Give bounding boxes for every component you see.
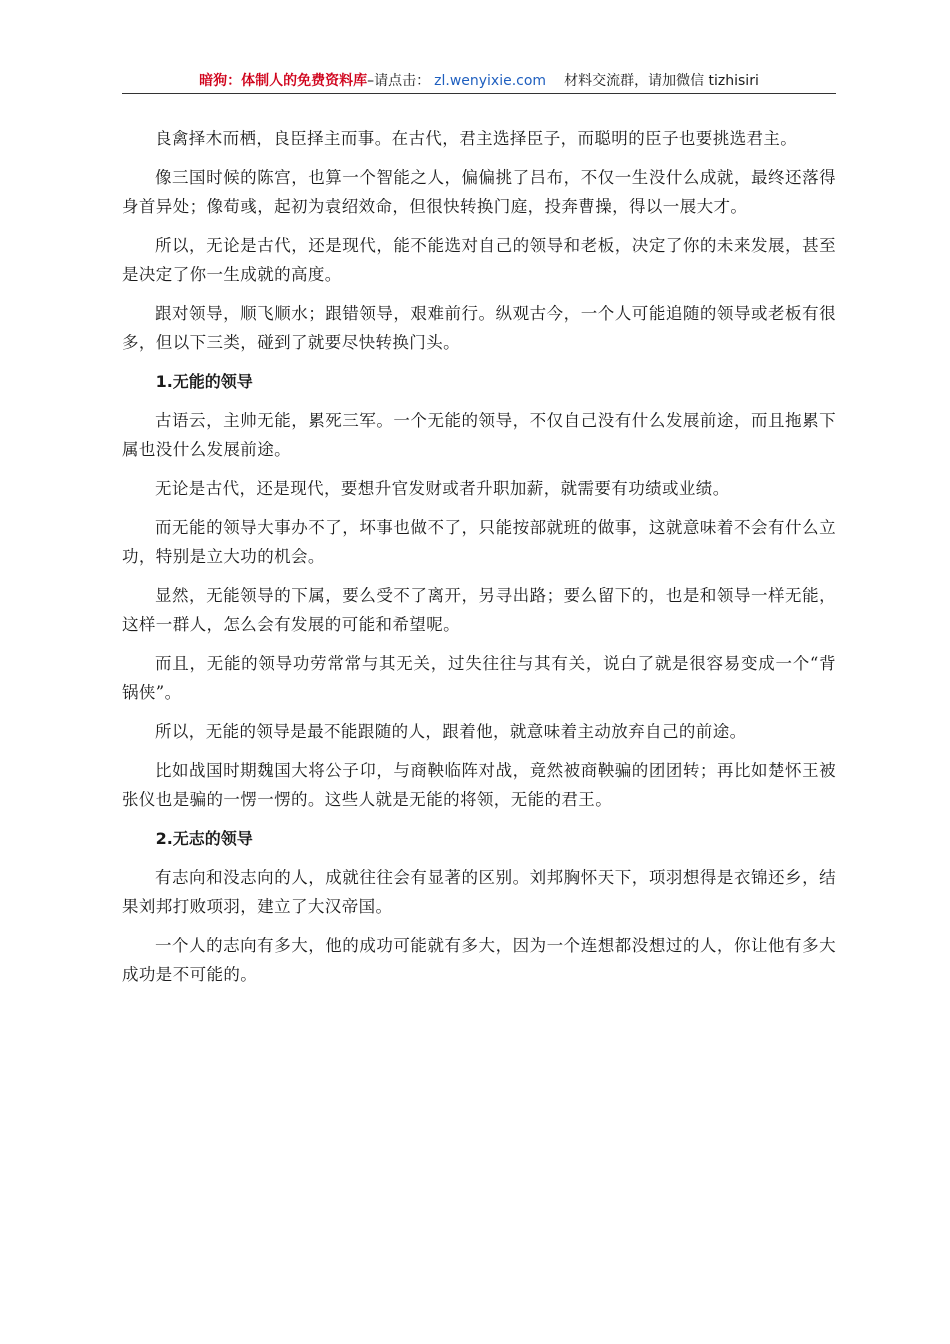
- paragraph: 所以，无论是古代，还是现代，能不能选对自己的领导和老板，决定了你的未来发展，甚至是决定了你一生成就的高度。: [122, 236, 836, 284]
- paragraph: 显然，无能领导的下属，要么受不了离开，另寻出路；要么留下的，也是和领导一样无能，这样一群人，怎么会有发展的可能和希望呢。: [122, 586, 836, 634]
- paragraph: 而无能的领导大事办不了，坏事也做不了，只能按部就班的做事，这就意味着不会有什么立功，特别是立大功的机会。: [122, 518, 836, 566]
- page-header: [122, 70, 836, 92]
- header-url-link[interactable]: zl.wenyixie.com: [434, 73, 547, 89]
- header-wechat-note: 材料交流群，请加微信 tizhisiri: [564, 73, 759, 89]
- header-separator: –请点击：: [367, 73, 431, 89]
- paragraph: 而且，无能的领导功劳常常与其无关，过失往往与其有关，说白了就是很容易变成一个“背锅侠”。: [122, 654, 836, 702]
- header-brand: 暗狗：体制人的免费资料库: [199, 73, 368, 89]
- paragraph: 所以，无能的领导是最不能跟随的人，跟着他，就意味着主动放弃自己的前途。: [155, 722, 747, 741]
- paragraph: 像三国时候的陈宫，也算一个智能之人，偏偏挑了吕布，不仅一生没什么成就，最终还落得身首异处；像荀彧，起初为袁绍效命，但很快转换门庭，投奔曹操，得以一展大才。: [122, 168, 836, 216]
- paragraph: 一个人的志向有多大，他的成功可能就有多大，因为一个连想都没想过的人，你让他有多大成功是不可能的。: [122, 936, 836, 984]
- paragraph: 良禽择木而栖，良臣择主而事。在古代，君主选择臣子，而聪明的臣子也要挑选君主。: [155, 129, 798, 148]
- header-divider: [122, 93, 836, 94]
- article-body: [122, 124, 836, 999]
- section-heading-1: 1.无能的领导: [155, 372, 253, 391]
- paragraph: 比如战国时期魏国大将公子卬，与商鞅临阵对战，竟然被商鞅骗的团团转；再比如楚怀王被张仪也是骗的一愣一愣的。这些人就是无能的将领，无能的君王。: [122, 761, 836, 809]
- paragraph: 有志向和没志向的人，成就往往会有显著的区别。刘邦胸怀天下，项羽想得是衣锦还乡，结果刘邦打败项羽，建立了大汉帝国。: [122, 868, 836, 916]
- paragraph: 无论是古代，还是现代，要想升官发财或者升职加薪，就需要有功绩或业绩。: [155, 479, 730, 498]
- paragraph: 古语云，主帅无能，累死三军。一个无能的领导，不仅自己没有什么发展前途，而且拖累下属也没什么发展前途。: [122, 411, 836, 459]
- section-heading-2: 2.无志的领导: [155, 829, 253, 848]
- paragraph: 跟对领导，顺飞顺水；跟错领导，艰难前行。纵观古今，一个人可能追随的领导或老板有很多，但以下三类，碰到了就要尽快转换门头。: [122, 304, 836, 352]
